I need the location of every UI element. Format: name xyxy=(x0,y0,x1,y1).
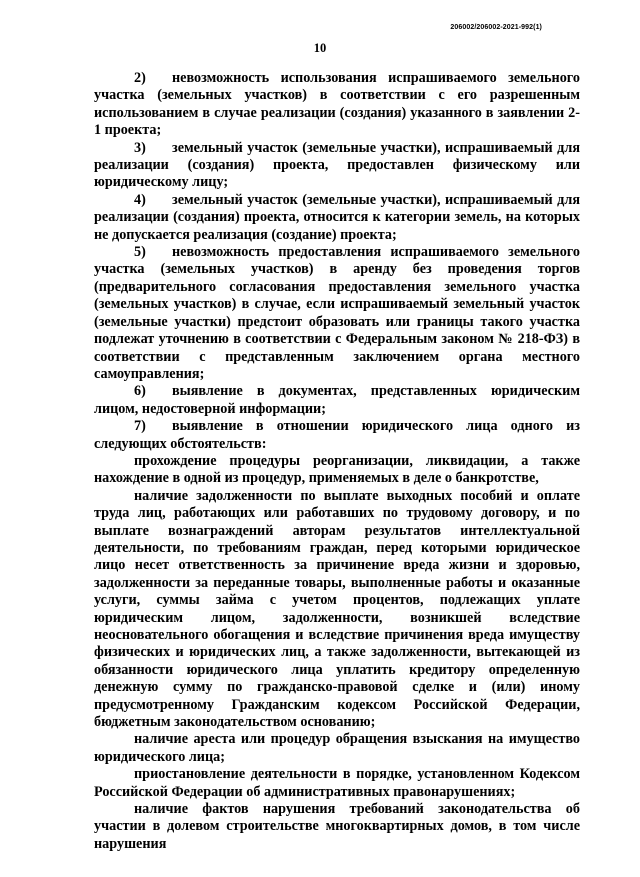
item-number: 7) xyxy=(134,418,146,435)
list-item xyxy=(94,418,580,453)
item-number: 3) xyxy=(134,139,146,156)
item-number: 2) xyxy=(134,70,146,86)
item-text: невозможность предоставления испрашиваемого земельного участка (земельных участков) в аренду без проведения торгов (предварительного согласования предоставления земельного участка (земельных участков) в случае, если испрашиваемый земельный участок (земельные участки) предстоит образовать или границы такого участка подлежат уточнению в соответствии с Федеральным законом № 218-ФЗ) в соответствии с представленным заключением органа местного самоуправления; xyxy=(94,244,580,382)
sub-item-paragraph: наличие задолженности по выплате выходных пособий и оплате труда лиц, работающих или работавших по трудовому договору, и по выплате вознаграждений авторам результатов интеллектуальной деятельности, по требованиям граждан, перед которыми юридическое лицо несет ответственность за причинение вреда жизни и здоровью, задолженности за переданные товары, выполненные работы и оказанные услуги, суммы займа с учетом процентов, подлежащих уплате юридическим лицом, задолженности, возникшей вследствие неосновательного обогащения и вследствие причинения вреда имуществу физических и юридических лиц, а также задолженности, вытекающей из обязанности юридического лица уплатить кредитору определенную денежную сумму по гражданско-правовой сделке и (или) иному предусмотренному Гражданским кодексом Российской Федерации, бюджетным законодательством основанию; xyxy=(94,487,580,731)
list-item xyxy=(94,383,580,418)
sub-item-paragraph: наличие ареста или процедур обращения взыскания на имущество юридического лица; xyxy=(94,731,580,765)
item-number: 6) xyxy=(134,383,146,400)
sub-item-paragraph: наличие фактов нарушения требований законодательства об участии в долевом строительстве многоквартирных домов, в том числе нарушения xyxy=(94,801,580,852)
item-text: земельный участок (земельные участки), испрашиваемый для реализации (создания) проекта, относится к категории земель, на которых не допускается реализация (создание) проекта; xyxy=(94,191,580,243)
page-number: 10 xyxy=(313,41,327,55)
list-item xyxy=(94,244,580,383)
item-number: 4) xyxy=(134,191,146,208)
item-text: выявление в документах, представленных юридическим лицом, недостоверной информации; xyxy=(94,383,580,417)
document-id: 206002/206002-2021-992(1) xyxy=(450,24,542,31)
list-item xyxy=(94,140,580,192)
item-text: земельный участок (земельные участки), испрашиваемый для реализации (создания) проекта, предоставлен физическому или юридическому лицу; xyxy=(94,139,580,191)
list-item xyxy=(94,192,580,244)
document-body xyxy=(94,70,580,853)
list-item xyxy=(94,70,580,140)
sub-item-paragraph: приостановление деятельности в порядке, установленном Кодексом Российской Федерации об административных правонарушениях; xyxy=(94,766,580,800)
sub-item-paragraph: прохождение процедуры реорганизации, ликвидации, а также нахождение в одной из процедур, применяемых в деле о банкротстве, xyxy=(94,452,580,487)
item-text: выявление в отношении юридического лица одного из следующих обстоятельств: xyxy=(94,418,580,452)
item-number: 5) xyxy=(134,244,146,261)
item-text: невозможность использования испрашиваемого земельного участка (земельных участков) в соответствии с его разрешенным использованием в случае реализации (создания) указанного в заявлении 2-1 проекта; xyxy=(94,70,580,139)
